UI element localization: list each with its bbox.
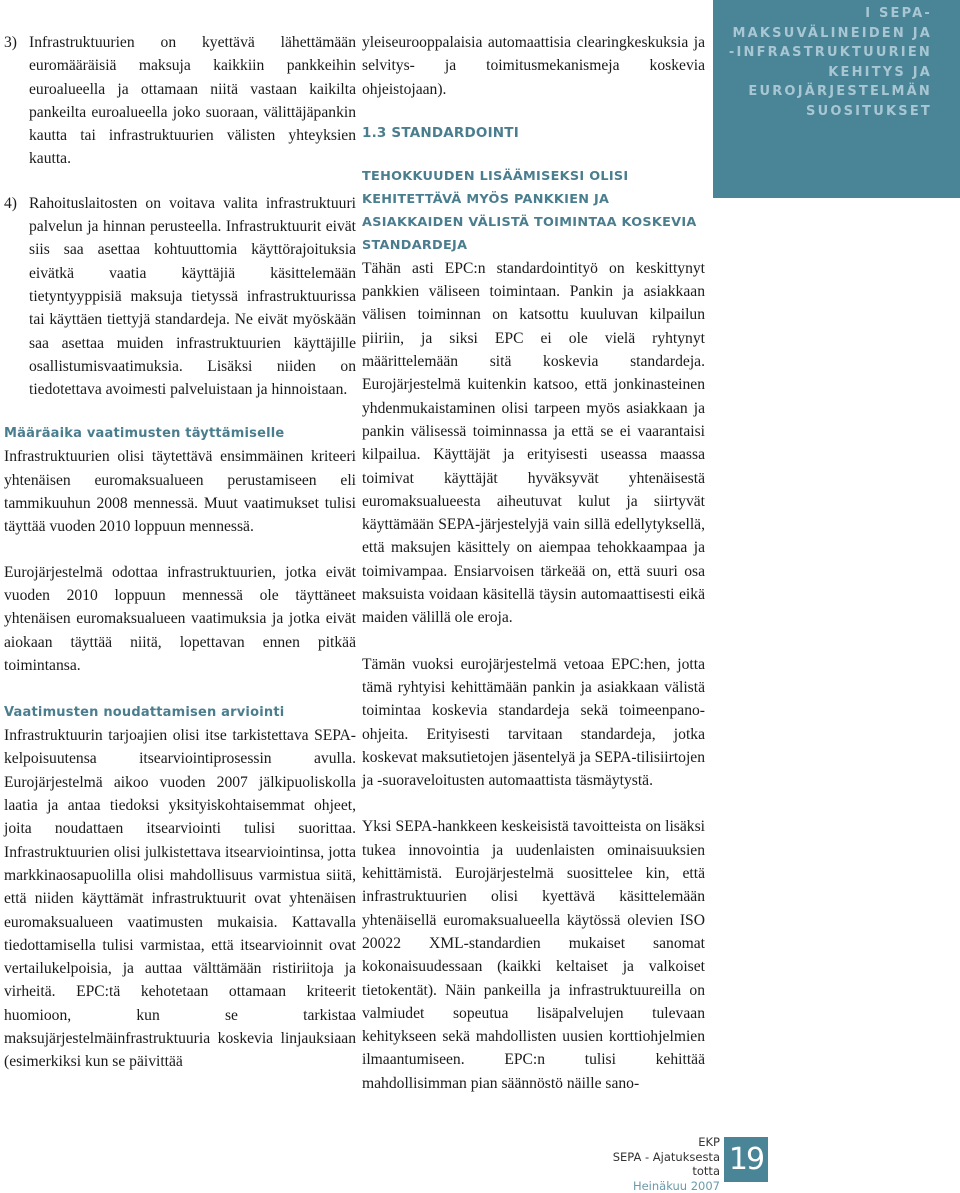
- paragraph-innovation: Yksi SEPA-hankkeen keskeisistä tavoitteista on lisäksi tukea innovointia ja uudenlaisten ominaisuuksien kehittämistä. Eurojärjestelmä suosittelee kin, että infrastruktuurien olisi kyettävä käsittelemään yhtenäisellä euromaksualueella käytössä olevien ISO 20022 XML-standardien mukaiset sanomat kokonaisuudessaan (kaikki keltaiset ja valkoiset tietokentät). Näin pankeilla ja infrastruktuureilla on valmiudet sopeutua lisäpalvelujen tulevaan kehitykseen sekä mahdollisten uusien korttiohjelmien ilmaantumiseen. EPC:n tulisi kehittää mahdollisimman pian säännöstö näille sano-: [362, 815, 705, 1095]
- page-number: 19: [724, 1137, 768, 1182]
- footer-date: Heinäkuu 2007: [600, 1179, 720, 1193]
- heading-assessment: Vaatimusten noudattamisen arviointi: [4, 701, 356, 724]
- paragraph-epc-appeal: Tämän vuoksi eurojärjestelmä vetoaa EPC:hen, jotta tämä ryhtyisi kehittämään pankin ja asiakkaan välistä toimintaa koskevia standardeja sekä toimeenpano-ohjeita. Erityisesti tarvitaan standardeja, jotka koskevat maksutietojen jäsentelyä ja SEPA-tilisiirtojen ja -suoraveloitusten automaattista täsmäytystä.: [362, 653, 705, 793]
- section-heading: 1.3 STANDARDOINTI: [362, 122, 705, 145]
- paragraph-continued: yleiseurooppalaisia automaattisia clearingkeskuksia ja selvitys- ja toimitusmekanismeja koskevia ohjeistojaan).: [362, 31, 705, 101]
- paragraph-deadline: Infrastruktuurien olisi täytettävä ensimmäinen kriteeri yhtenäisen euromaksualueen perustamiseen eli tammikuuhun 2008 mennessä. Muut vaatimukset tulisi täyttää vuoden 2010 loppuun mennessä.: [4, 445, 356, 538]
- footer: [600, 1135, 720, 1193]
- footer-publication: SEPA - Ajatuksesta totta: [600, 1150, 720, 1179]
- middle-column: [362, 0, 705, 1095]
- paragraph-standards: Tähän asti EPC:n standardointityö on keskittynyt pankkien väliseen toimintaan. Pankin ja asiakkaan välisen toiminnan on katsottu kuuluvan kilpailun piiriin, ja siksi EPC ei ole vielä ryhtynyt määrittelemään sitä koskevia standardeja. Eurojärjestelmä kuitenkin katsoo, että jonkinasteinen yhdenmukaistaminen olisi tarpeen myös asiakkaan ja pankin välisessä toiminnassa ja että se ei vaarantaisi kilpailua. Käyttäjät ja erityisesti useassa maassa toimivat käyttäjät hyväksyvät yhtenäisestä euromaksualueesta aiheutuvat kulut ja siirtyvät käyttämään SEPA-järjestelyjä vain sillä edellytyksellä, että maksujen käsittely on aiempaa tehokkaampaa ja toimivampaa. Ensiarvoisen tärkeää on, että suuri osa maksuista voidaan käsitellä täysin automaattisesti eikä maiden välillä ole eroja.: [362, 257, 705, 630]
- paragraph-assessment: Infrastruktuurin tarjoajien olisi itse tarkistettava SEPA-kelpoisuutensa itsearviointiprosessin avulla. Eurojärjestelmä aikoo vuoden 2007 jälkipuoliskolla laatia ja antaa tiedoksi yksityiskohtaisemmat ohjeet, joita noudattaen itsearviointi tulisi suorittaa. Infrastruktuurien olisi julkistettava itsearviointinsa, jotta markkinaosapuolilla olisi mahdollisuus varmistua siitä, että niiden käyttämät infrastruktuurit ovat yhtenäisen euromaksualueen vaatimusten mukaisia. Kattavalla tiedottamisella tulisi varmistaa, että itsearvioinnit ovat vertailukelpoisia, ja auttaa välttämään ristiriitoja ja virheitä. EPC:tä kehotetaan ottamaan kriteerit huomioon, kun se tarkistaa maksujärjestelmäinfrastruktuuria koskevia linjauksiaan (esimerkiksi kun se päivittää: [4, 724, 356, 1073]
- chapter-title: I SEPA- MAKSUVÄLINEIDEN JA -INFRASTRUKTUURIEN KEHITYS JA EUROJÄRJESTELMÄN SUOSITUKSET: [729, 4, 932, 121]
- paragraph-eurosystem: Eurojärjestelmä odottaa infrastruktuurien, jotka eivät vuoden 2010 loppuun mennessä ole täyttäneet yhtenäisen euromaksualueen vaatimuksia ja jotka eivät aiokaan täyttää niitä, lopettavan ennen pitkää toimintansa.: [4, 561, 356, 677]
- subheading: TEHOKKUUDEN LISÄÄMISEKSI OLISI KEHITETTÄVÄ MYÖS PANKKIEN JA ASIAKKAIDEN VÄLISTÄ TOIMINTAA KOSKEVIA STANDARDEJA: [362, 165, 705, 257]
- list-item-3: 3) Infrastruktuurien on kyettävä lähettämään euromääräisiä maksuja kaikkiin pankkeihin euroalueella ja ottamaan niitä vastaan kaikilta pankeilta euroalueella joko suoraan, välittäjäpankin kautta tai infrastruktuurien välisten yhteyksien kautta.: [4, 31, 356, 171]
- list-item-4: 4) Rahoituslaitosten on voitava valita infrastruktuuri palvelun ja hinnan perusteella. Infrastruktuurit eivät siis saa asettaa kohtuuttomia käyttörajoituksia eivätkä vaatia käyttäjiä käsittelemään tietyntyyppisiä maksuja tietyssä infrastruktuurissa tai käyttäen tiettyjä standardeja. Ne eivät myöskään saa asettaa muiden infrastruktuurien käyttäjille osallistumisvaatimuksia. Lisäksi niiden on tiedotettava avoimesti palveluistaan ja hinnoistaan.: [4, 192, 356, 402]
- footer-publisher: EKP: [600, 1135, 720, 1150]
- heading-deadline: Määräaika vaatimusten täyttämiselle: [4, 422, 356, 445]
- left-column: [4, 0, 356, 1074]
